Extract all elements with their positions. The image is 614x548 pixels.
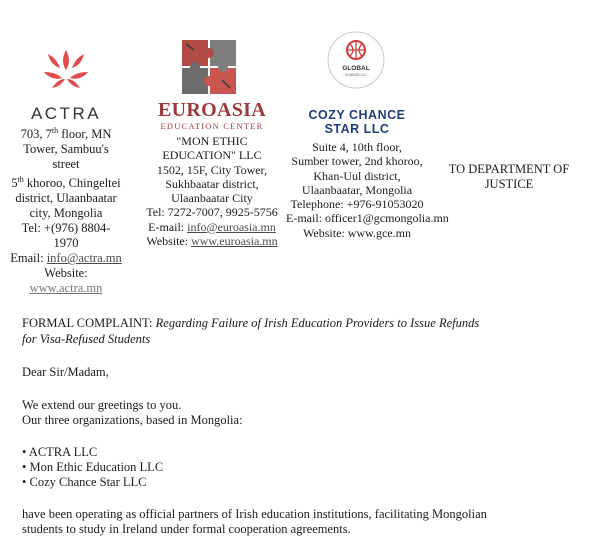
salutation: Dear Sir/Madam, (22, 365, 109, 379)
gce-address-line: Ulaanbaatar, Mongolia (301, 182, 413, 197)
euroasia-address (140, 134, 284, 248)
actra-company-name: ACTRA (30, 104, 102, 123)
actra-flame-logo-icon (40, 48, 92, 94)
org-list-item: • Cozy Chance Star LLC (22, 475, 147, 489)
recipient-block (434, 162, 584, 191)
euroasia-address-line: "MON ETHIC (176, 134, 248, 148)
gce-address-line: Khan-Uul district, (313, 168, 401, 183)
paragraph-line: students to study in Ireland under formal cooperation agreements. (22, 522, 351, 536)
actra-tel-cont: 1970 (53, 236, 79, 251)
euroasia-address-line: Sukhbaatar district, (165, 176, 259, 191)
euroasia-subtitle: EDUCATION CENTER (160, 121, 264, 131)
gce-website[interactable]: Website: www.gce.mn (303, 225, 411, 240)
actra-website-label: Website: (44, 266, 88, 281)
actra-address-line: 5th khoroo, Chingeltei (11, 175, 121, 191)
gce-logo-text: GLOBAL (342, 65, 370, 72)
globe-logo-icon (326, 30, 386, 90)
subject-text-cont: for Visa-Refused Students (22, 332, 151, 346)
euroasia-email-link[interactable]: info@euroasia.mn (187, 219, 276, 234)
euroasia-address-line: EDUCATION" LLC (162, 148, 262, 163)
intro: Our three organizations, based in Mongolia: (22, 413, 243, 427)
gce-company-name: COZY CHANCE STAR LLC (308, 108, 406, 136)
euroasia-website: Website: www.euroasia.mn (146, 234, 278, 249)
org-list-item: • ACTRA LLC (22, 445, 98, 459)
actra-email: Email: info@actra.mn (10, 251, 122, 266)
actra-email-link[interactable]: info@actra.mn (46, 251, 122, 266)
gce-logo-subtext: CHANCE LLC (344, 73, 368, 77)
euroasia-company-name: EUROASIA (158, 99, 266, 121)
euroasia-tel: Tel: 7272-7007, 9925-5756 (146, 205, 278, 220)
gce-tel: Telephone: +976-91053020 (290, 197, 424, 212)
actra-website-link[interactable]: www.actra.mn (29, 281, 103, 296)
actra-address-line: district, Ulaanbaatar (15, 191, 117, 206)
gce-email[interactable]: E-mail: officer1@gcmongolia.mn (286, 211, 449, 226)
euroasia-email: E-mail: info@euroasia.mn (148, 219, 276, 234)
org-list-item: • Mon Ethic Education LLC (22, 460, 164, 474)
gce-address-line: Sumber tower, 2nd khoroo, (291, 154, 423, 169)
recipient-line: TO DEPARTMENT OF (448, 162, 570, 176)
euroasia-address-line: Ulaanbaatar City (171, 191, 253, 206)
gce-address (286, 140, 449, 240)
actra-address (4, 123, 128, 296)
euroasia-address-line: 1502, 15F, City Tower, (156, 162, 268, 177)
actra-tel: Tel: +(976) 8804- (21, 221, 111, 236)
subject-label: FORMAL COMPLAINT: (22, 316, 156, 330)
actra-address-line: Tower, Sambuu's (23, 142, 109, 157)
gce-address-line: Suite 4, 10th floor, (312, 140, 402, 154)
actra-address-line: 703, 7th floor, MN (20, 126, 112, 142)
subject-text: Regarding Failure of Irish Education Providers to Issue Refunds (155, 316, 480, 330)
puzzle-logo-icon (182, 40, 236, 94)
euroasia-website-link[interactable]: www.euroasia.mn (191, 234, 278, 249)
actra-address-line: city, Mongolia (29, 206, 103, 221)
paragraph-line: have been operating as official partners of Irish education institutions, facilitating Mongolian (22, 507, 487, 521)
subject-line (22, 316, 608, 331)
actra-address-line: street (52, 157, 80, 172)
greeting: We extend our greetings to you. (22, 398, 182, 412)
recipient-line: JUSTICE (484, 176, 534, 191)
